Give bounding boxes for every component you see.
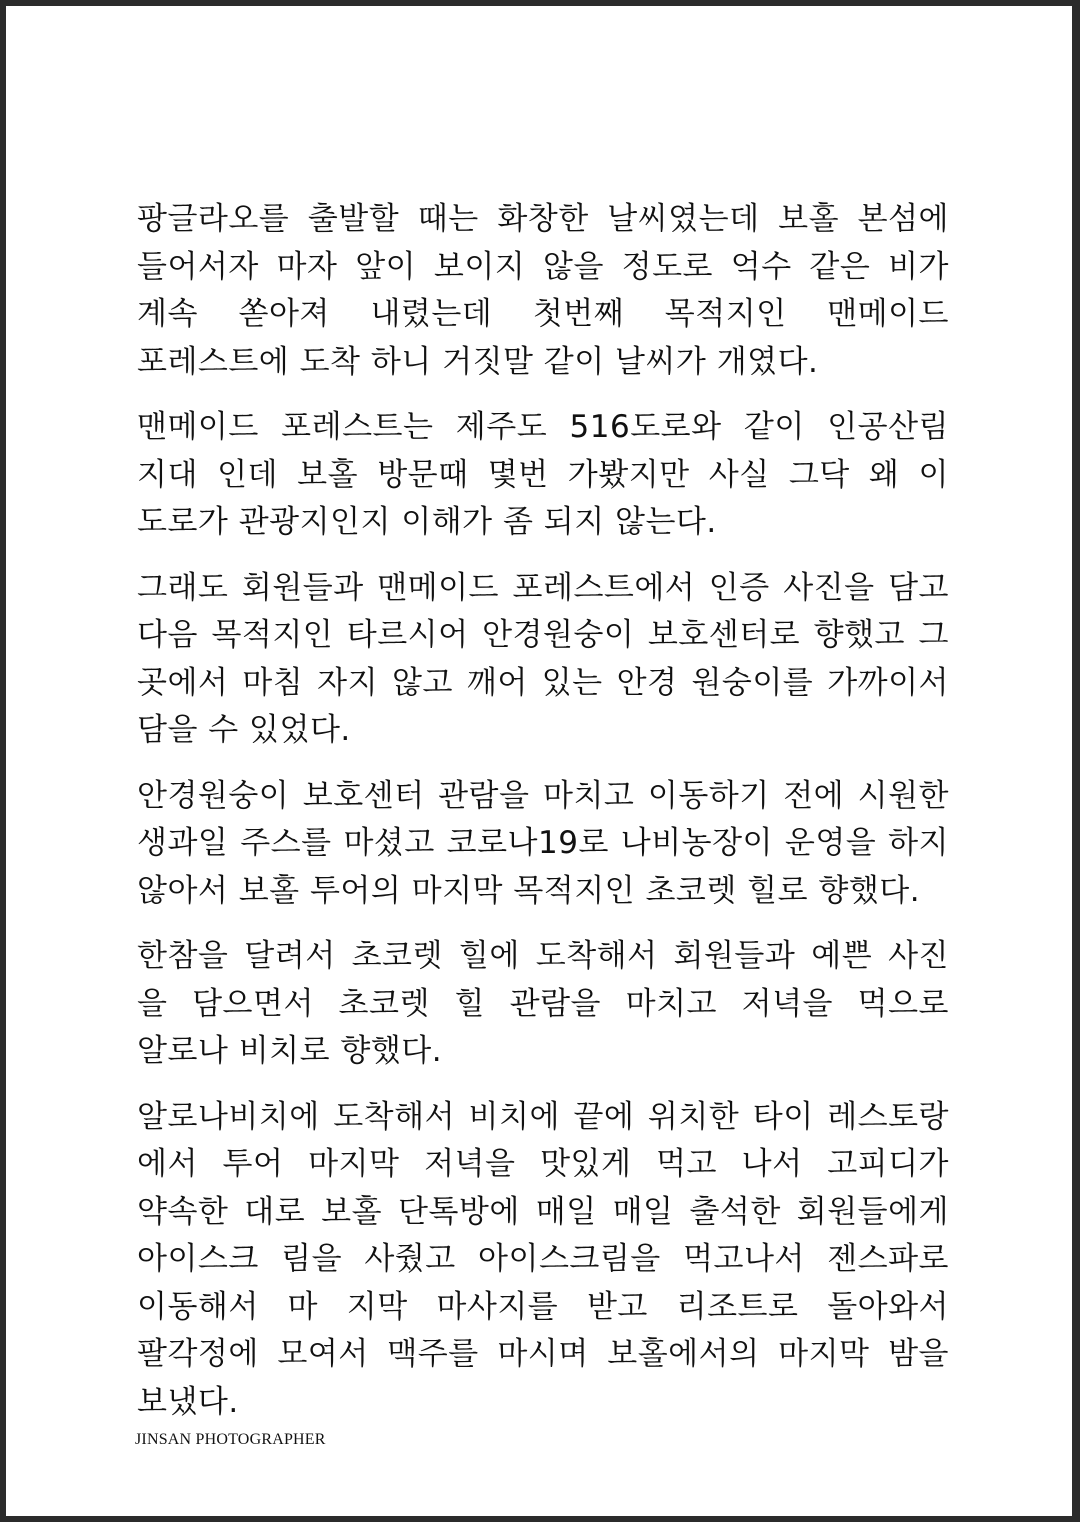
paragraph-2: 맨메이드 포레스트는 제주도 516도로와 같이 인공산림 지대 인데 보홀 방문때 몇번 가봤지만 사실 그닥 왜 이 도로가 관광지인지 이해가 좀 되지 않는다.	[137, 409, 949, 540]
article-body	[137, 196, 949, 1444]
paragraph-4: 안경원숭이 보호센터 관람을 마치고 이동하기 전에 시원한 생과일 주스를 마셨고 코로나19로 나비농장이 운영을 하지 않아서 보홀 투어의 마지막 목적지인 초코렛 힐로 향했다.	[137, 777, 949, 909]
document-page	[6, 6, 1072, 1516]
paragraph-6: 알로나비치에 도착해서 비치에 끝에 위치한 타이 레스토랑 에서 투어 마지막 저녁을 맛있게 먹고 나서 고피디가 약속한 대로 보홀 단톡방에 매일 매일 출석한 회원들에게 아이스크 림을 사줬고 아이스크림을 먹고나서 젠스파로 이동해서 마 지막 마사지를 받고 리조트로 돌아와서 팔각정에 모여서 맥주를 마시며 보홀에서의 마지막 밤을 보냈다.	[137, 1098, 949, 1420]
photographer-credit: JINSAN PHOTOGRAPHER	[135, 1431, 326, 1448]
paragraph-5: 한참을 달려서 초코렛 힐에 도착해서 회원들과 예쁜 사진 을 담으면서 초코렛 힐 관람을 마치고 저녁을 먹으로 알로나 비치로 향했다.	[137, 938, 949, 1069]
paragraph-1: 팡글라오를 출발할 때는 화창한 날씨였는데 보홀 본섬에 들어서자 마자 앞이 보이지 않을 정도로 억수 같은 비가 계속 쏟아져 내렸는데 첫번째 목적지인 맨메이드 포레스트에 도착 하니 거짓말 같이 날씨가 개였다.	[137, 201, 949, 380]
paragraph-3: 그래도 회원들과 맨메이드 포레스트에서 인증 사진을 담고 다음 목적지인 타르시어 안경원숭이 보호센터로 향했고 그 곳에서 마침 자지 않고 깨어 있는 안경 원숭이를 가까이서 담을 수 있었다.	[137, 569, 949, 748]
